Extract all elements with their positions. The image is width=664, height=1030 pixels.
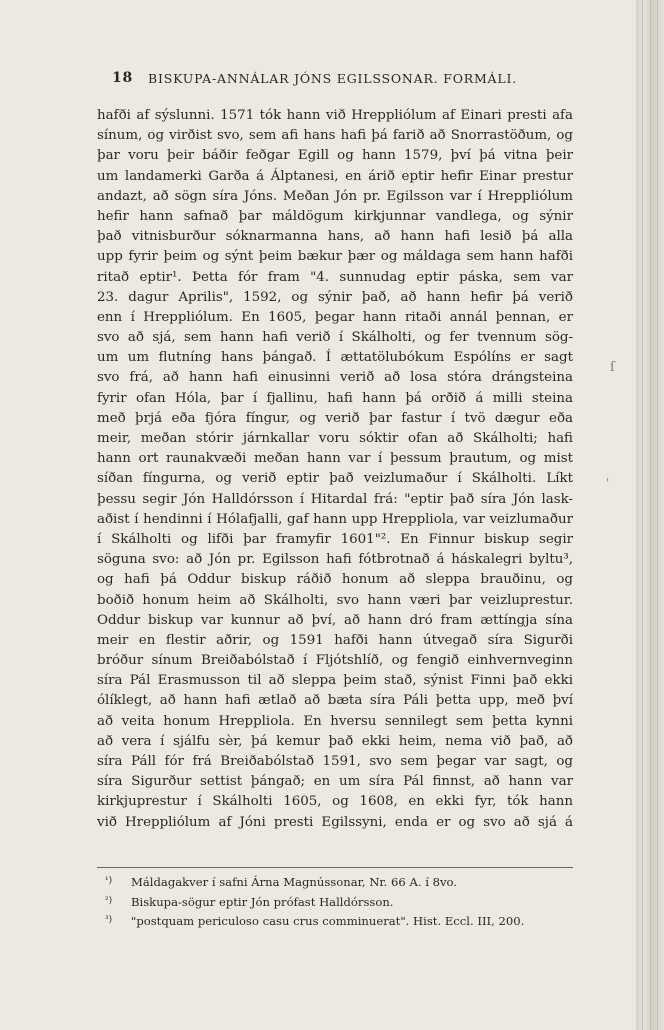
text-line: sínum, og virðist svo, sem afi hans hafi þá farið að Snorrastöðum, og bbox=[97, 128, 573, 144]
page-number: 18 bbox=[112, 70, 134, 86]
page-header bbox=[112, 70, 552, 90]
text-line: að veita honum Hreppliola. En hversu sennilegt sem þetta kynni bbox=[97, 713, 573, 729]
text-line: síra Sigurður settist þángað; en um síra Pál finnst, að hann var bbox=[97, 774, 573, 790]
text-line: það vitnisburður sóknarmanna hans, að hann hafi lesið þá alla bbox=[97, 229, 573, 245]
edge-line bbox=[650, 0, 651, 1030]
text-line: í Skálholti og lifði þar framyfir 1601"². En Finnur biskup segir bbox=[97, 531, 573, 547]
text-line: síra Páll fór frá Breiðabólstað 1591, svo sem þegar var sagt, og bbox=[97, 754, 573, 769]
page-edge bbox=[636, 0, 664, 1030]
text-line: hefir hann safnað þar máldögum kirkjunnar vandlega, og sýnir bbox=[97, 208, 573, 224]
text-line: Oddur biskup var kunnur að því, að hann dró fram ættíngja sína bbox=[97, 612, 573, 628]
edge-line bbox=[657, 0, 658, 1030]
text-line: kirkjuprestur í Skálholti 1605, og 1608, en ekki fyr, tók hann bbox=[97, 794, 573, 810]
text-line: upp fyrir þeim og sýnt þeim bækur þær og máldaga sem hann hafði bbox=[97, 249, 573, 265]
text-line: hann ort raunakvæði meðan hann var í þessum þrautum, og mist bbox=[97, 451, 573, 467]
text-line: aðist í hendinni í Hólafjalli, gaf hann upp Hreppliola, var veizlumaður bbox=[97, 511, 573, 527]
text-line: bróður sínum Breiðabólstað í Fljótshlíð, og fengið einhvernveginn bbox=[97, 653, 573, 669]
text-line: enn í Hreppliólum. En 1605, þegar hann ritaði annál þennan, er bbox=[97, 309, 573, 325]
margin-mark: ' bbox=[606, 476, 610, 490]
footnote-marker: ¹) bbox=[105, 876, 113, 886]
footnote-marker: ³) bbox=[105, 915, 113, 925]
text-line: og hafi þá Oddur biskup ráðið honum að sleppa brauðinu, og bbox=[97, 572, 573, 588]
text-line: við Hreppliólum af Jóni presti Egilssyni, enda er og svo að sjá á bbox=[97, 814, 573, 830]
footnote bbox=[105, 911, 573, 931]
footnote-rule bbox=[97, 867, 573, 868]
footnote-text: Máldagakver í safni Árna Magnússonar, Nr. 66 A. í 8vo. bbox=[131, 875, 457, 889]
text-line: fyrir ofan Hóla, þar í fjallinu, hafi hann þá orðið á milli steina bbox=[97, 390, 573, 406]
margin-mark: ſ bbox=[610, 360, 615, 375]
footnote bbox=[105, 892, 573, 912]
footnote-marker: ²) bbox=[105, 895, 113, 906]
text-line: um landamerki Garða á Álptanesi, en árið eptir hefir Einar prestur bbox=[97, 168, 573, 184]
text-line: meir en flestir aðrir, og 1591 hafði hann útvegað síra Sigurði bbox=[97, 632, 573, 648]
body-text bbox=[97, 106, 573, 833]
text-line: þessu segir Jón Halldórsson í Hitardal frá: "eptir það síra Jón lask- bbox=[97, 491, 573, 507]
footnotes bbox=[105, 872, 573, 931]
text-line: ritað eptir¹. Þetta fór fram "4. sunnudag eptir páska, sem var bbox=[97, 269, 573, 285]
text-line: 23. dagur Aprilis", 1592, og sýnir það, að hann hefir þá verið bbox=[97, 289, 573, 305]
text-line: svo frá, að hann hafi einusinni verið að losa stóra drángsteina bbox=[97, 370, 573, 386]
running-title: BISKUPA-ANNÁLAR JÓNS EGILSSONAR. FORMÁLI. bbox=[148, 71, 517, 86]
text-line: hafði af sýslunni. 1571 tók hann við Hreppliólum af Einari presti afa bbox=[97, 108, 573, 123]
text-line: boðið honum heim að Skálholti, svo hann væri þar veizluprestur. bbox=[97, 592, 573, 608]
text-line: svo að sjá, sem hann hafi verið í Skálholti, og fer tvennum sög- bbox=[97, 330, 573, 346]
footnote-text: "postquam periculoso casu crus comminuerat". Hist. Eccl. III, 200. bbox=[131, 914, 525, 928]
text-line: ólíklegt, að hann hafi ætlað að bæta síra Páli þetta upp, með því bbox=[97, 693, 573, 709]
text-line: um um flutníng hans þángað. Í ættatölubókum Espólíns er sagt bbox=[97, 350, 573, 366]
footnote-text: Biskupa-sögur eptir Jón prófast Halldórsson. bbox=[131, 894, 394, 909]
text-line: þar voru þeir báðir feðgar Egill og hann 1579, því þá vitna þeir bbox=[97, 148, 573, 164]
text-line: síðan fíngurna, og verið eptir það veizlumaður í Skálholti. Líkt bbox=[97, 471, 573, 487]
text-line: síra Pál Erasmusson til að sleppa þeim stað, sýnist Finni það ekki bbox=[97, 673, 573, 689]
edge-line bbox=[642, 0, 643, 1030]
footnote bbox=[105, 872, 573, 892]
text-line: meir, meðan stórir járnkallar voru sóktir ofan að Skálholti; hafi bbox=[97, 431, 573, 446]
text-line: söguna svo: að Jón pr. Egilsson hafi fótbrotnað á háskalegri byltu³, bbox=[97, 552, 573, 568]
text-line: með þrjá eða fjóra fíngur, og verið þar fastur í tvö dægur eða bbox=[97, 410, 573, 426]
text-line: að vera í sjálfu sèr, þá kemur það ekki heim, nema við það, að bbox=[97, 733, 573, 749]
text-line: andazt, að sögn síra Jóns. Meðan Jón pr. Egilsson var í Hreppliólum bbox=[97, 188, 573, 204]
